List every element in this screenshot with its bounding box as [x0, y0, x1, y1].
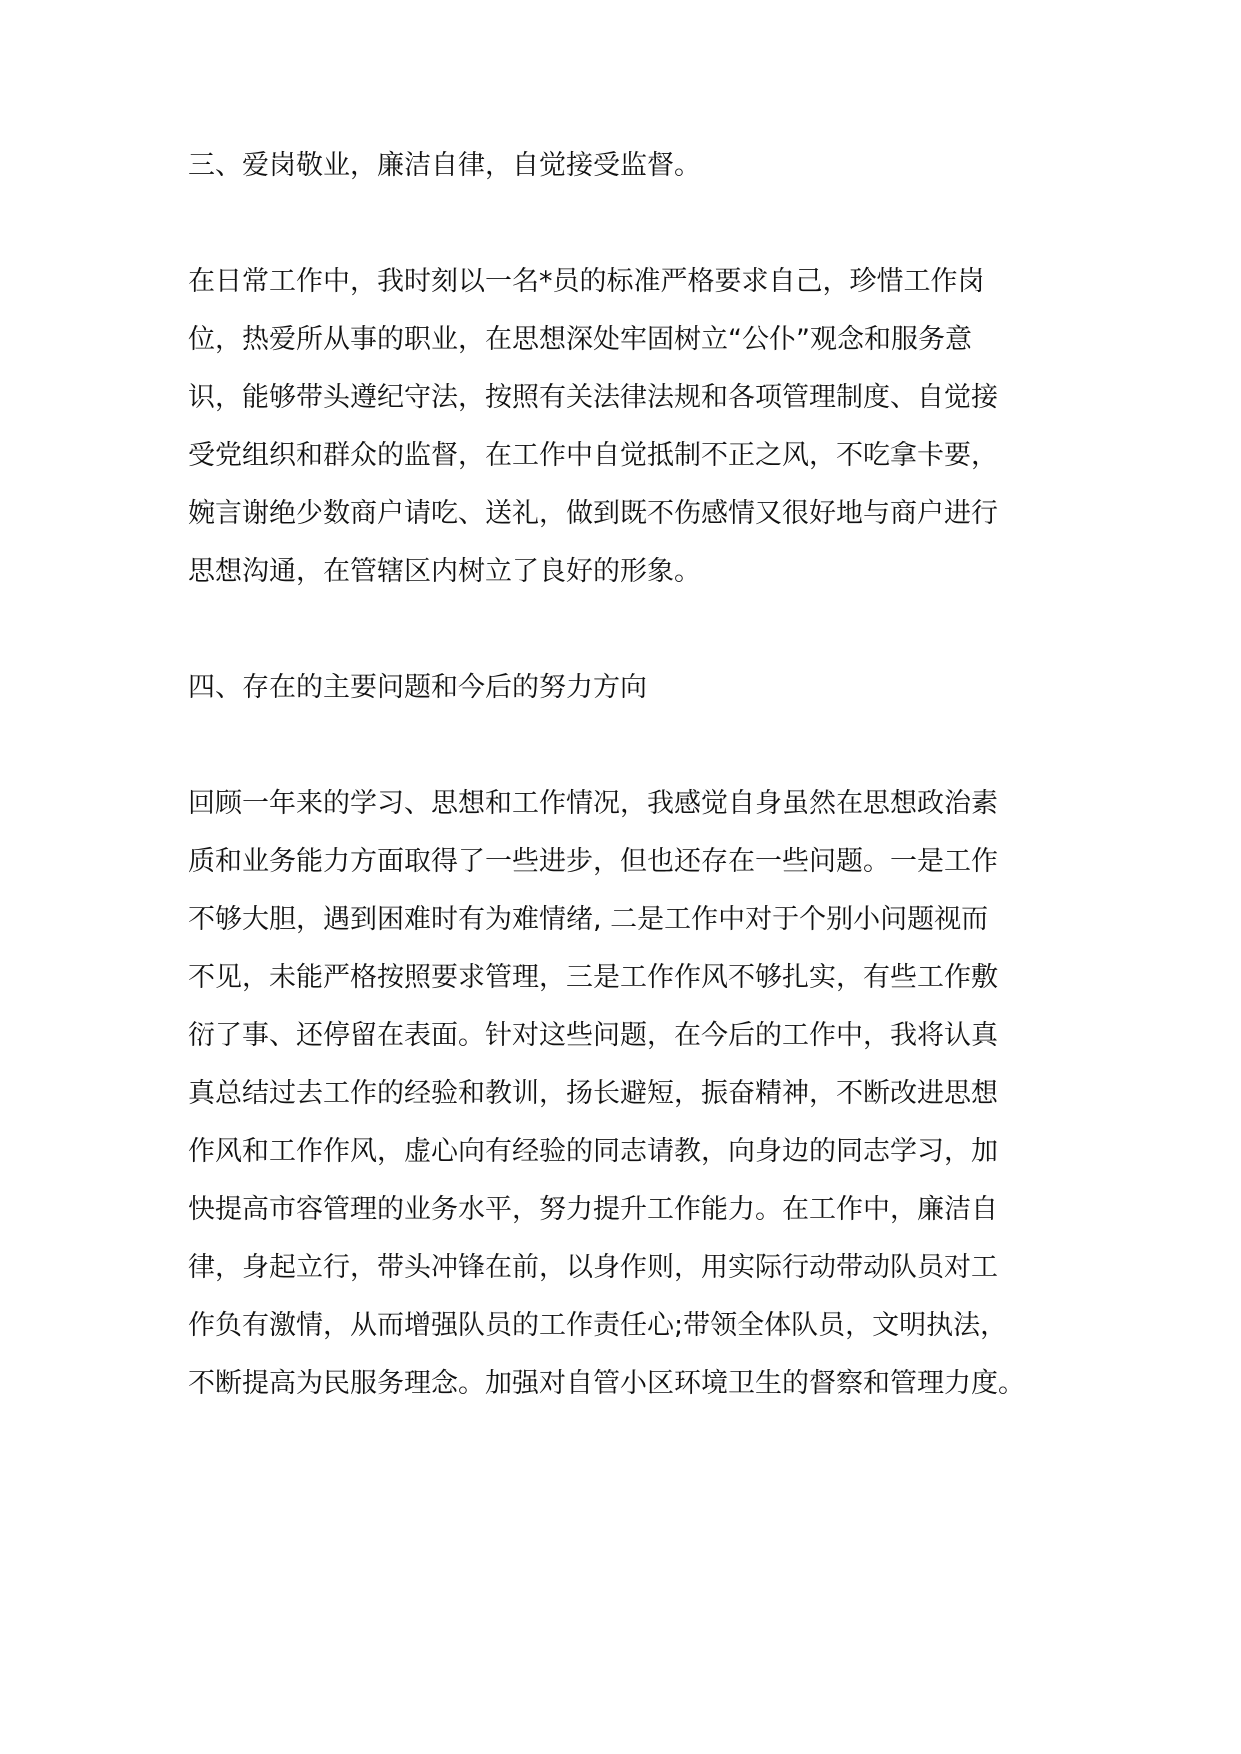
paragraph-line: 律，身起立行，带头冲锋在前，以身作则，用实际行动带动队员对工	[188, 1252, 998, 1283]
paragraph-line: 受党组织和群众的监督，在工作中自觉抵制不正之风，不吃拿卡要，	[188, 440, 998, 471]
section-heading-4: 四、存在的主要问题和今后的努力方向	[188, 672, 647, 703]
paragraph-line: 思想沟通，在管辖区内树立了良好的形象。	[188, 556, 701, 587]
paragraph-line: 识，能够带头遵纪守法，按照有关法律法规和各项管理制度、自觉接	[188, 382, 998, 413]
paragraph-line: 真总结过去工作的经验和教训，扬长避短，振奋精神，不断改进思想	[188, 1078, 998, 1109]
paragraph-line: 不见，未能严格按照要求管理，三是工作作风不够扎实，有些工作敷	[188, 962, 998, 993]
paragraph-line: 不够大胆，遇到困难时有为难情绪, 二是工作中对于个别小问题视而	[188, 904, 989, 935]
paragraph-line: 位，热爱所从事的职业，在思想深处牢固树立“公仆”观念和服务意	[188, 324, 972, 355]
paragraph-line: 回顾一年来的学习、思想和工作情况，我感觉自身虽然在思想政治素	[188, 788, 998, 819]
paragraph-line: 质和业务能力方面取得了一些进步，但也还存在一些问题。一是工作	[188, 846, 998, 877]
paragraph-line: 在日常工作中，我时刻以一名*员的标准严格要求自己，珍惜工作岗	[188, 266, 985, 297]
paragraph-line: 衍了事、还停留在表面。针对这些问题，在今后的工作中，我将认真	[188, 1020, 998, 1051]
section-heading-3: 三、爱岗敬业，廉洁自律，自觉接受监督。	[188, 150, 701, 181]
paragraph-line: 婉言谢绝少数商户请吃、送礼，做到既不伤感情又很好地与商户进行	[188, 498, 998, 529]
paragraph-line: 作风和工作作风，虚心向有经验的同志请教，向身边的同志学习，加	[188, 1136, 998, 1167]
paragraph-line: 不断提高为民服务理念。加强对自管小区环境卫生的督察和管理力度。	[188, 1368, 1025, 1399]
paragraph-line: 作负有激情，从而增强队员的工作责任心;带领全体队员，文明执法，	[188, 1310, 1008, 1341]
paragraph-line: 快提高市容管理的业务水平，努力提升工作能力。在工作中，廉洁自	[188, 1194, 998, 1225]
